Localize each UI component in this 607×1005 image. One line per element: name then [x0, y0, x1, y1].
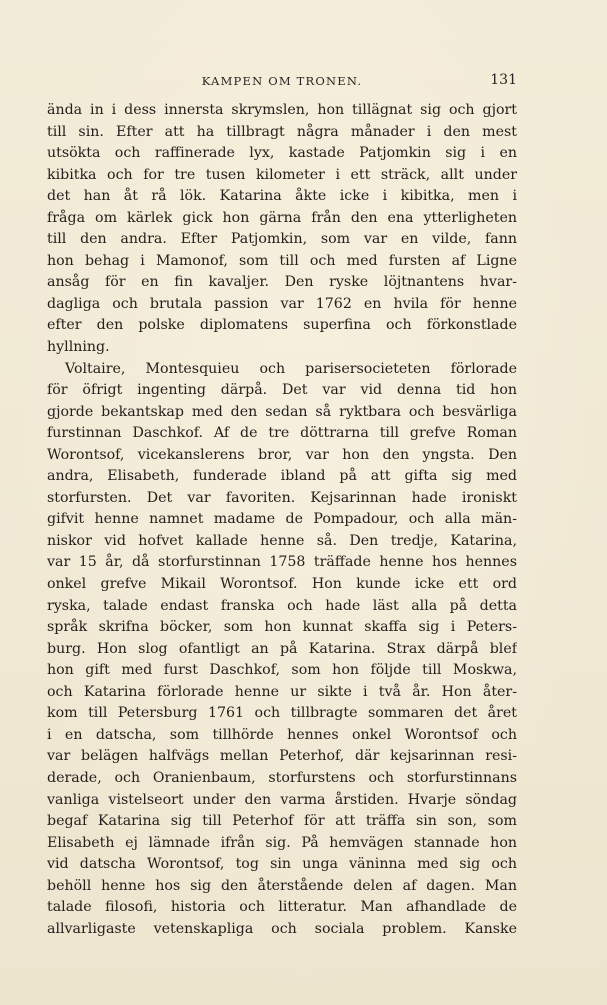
- text-line: hon behag i Mamonof, som till och med fursten af Ligne: [47, 252, 517, 269]
- text-line: fråga om kärlek gick hon gärna från den ena ytterligheten: [47, 209, 517, 226]
- text-line: kibitka och for tre tusen kilometer i ett sträck, allt under: [47, 166, 517, 183]
- text-line: Voltaire, Montesquieu och parisersocieteten förlorade: [65, 360, 517, 377]
- text-line: till den andra. Efter Patjomkin, som var en vilde, fann: [47, 231, 517, 248]
- text-line: språk skrifna böcker, som hon kunnat skaffa sig i Peters-: [47, 619, 517, 636]
- body-text: [47, 100, 517, 940]
- text-line: var 15 år, då storfurstinnan 1758 träffade henne hos hennes: [47, 554, 517, 571]
- text-line: ryska, talade endast franska och hade läst alla på detta: [47, 597, 517, 614]
- text-line: i en datscha, som tillhörde hennes onkel Worontsof och: [47, 726, 517, 743]
- text-line: ända in i dess innersta skrymslen, hon tillägnat sig och gjort: [47, 102, 517, 118]
- text-line: efter den polske diplomatens superfina och förkonstlade: [47, 317, 517, 334]
- text-line: hyllning.: [47, 339, 110, 356]
- text-line: onkel grefve Mikail Worontsof. Hon kunde icke ett ord: [47, 576, 517, 593]
- text-line: burg. Hon slog ofantligt an på Katarina. Strax därpå blef: [47, 640, 517, 657]
- page-header: [47, 72, 517, 92]
- text-line: gifvit henne namnet madame de Pompadour, och alla män-: [47, 511, 517, 528]
- text-line: dagliga och brutala passion var 1762 en hvila för henne: [47, 295, 517, 312]
- text-line: det han åt rå lök. Katarina åkte icke i kibitka, men i: [47, 188, 517, 205]
- text-line: kom till Petersburg 1761 och tillbragte sommaren det året: [47, 705, 517, 722]
- text-line: allvarligaste vetenskapliga och sociala problem. Kanske: [47, 920, 517, 937]
- text-line: vanliga vistelseort under den varma årstiden. Hvarje söndag: [47, 791, 517, 808]
- text-line: gjorde bekantskap med den sedan så ryktbara och besvärliga: [47, 403, 517, 420]
- text-line: vid datscha Worontsof, tog sin unga väninna med sig och: [47, 856, 517, 873]
- text-line: var belägen halfvägs mellan Peterhof, där kejsarinnan resi-: [47, 748, 517, 765]
- text-line: begaf Katarina sig till Peterhof för att träffa sin son, som: [47, 813, 517, 830]
- text-line: storfursten. Det var favoriten. Kejsarinnan hade ironiskt: [47, 489, 517, 506]
- text-line: utsökta och raffinerade lyx, kastade Patjomkin sig i en: [47, 145, 517, 162]
- text-line: och Katarina förlorade henne ur sikte i två år. Hon åter-: [47, 683, 517, 700]
- text-line: Worontsof, vicekanslerens bror, var hon den yngsta. Den: [47, 446, 517, 463]
- text-line: niskor vid hofvet kallade henne så. Den tredje, Katarina,: [47, 532, 517, 549]
- text-line: andra, Elisabeth, funderade ibland på att gifta sig med: [47, 468, 517, 485]
- text-line: för öfrigt ingenting därpå. Det var vid denna tid hon: [47, 382, 517, 399]
- text-line: hon gift med furst Daschkof, som hon följde till Moskwa,: [47, 662, 517, 679]
- text-line: talade filosofi, historia och litteratur. Man afhandlade de: [47, 899, 517, 916]
- text-line: furstinnan Daschkof. Af de tre döttrarna till grefve Roman: [47, 425, 517, 442]
- page-number: 131: [490, 72, 517, 88]
- running-title: KAMPEN OM TRONEN.: [201, 74, 363, 88]
- text-line: behöll henne hos sig den återstående delen af dagen. Man: [47, 877, 517, 894]
- text-line: ansåg för en fin kavaljer. Den ryske löjtnantens hvar-: [47, 274, 517, 291]
- text-line: till sin. Efter att ha tillbragt några månader i den mest: [47, 123, 517, 140]
- text-line: Elisabeth ej lämnade ifrån sig. På hemvägen stannade hon: [47, 834, 517, 851]
- text-line: derade, och Oranienbaum, storfurstens och storfurstinnans: [47, 769, 517, 786]
